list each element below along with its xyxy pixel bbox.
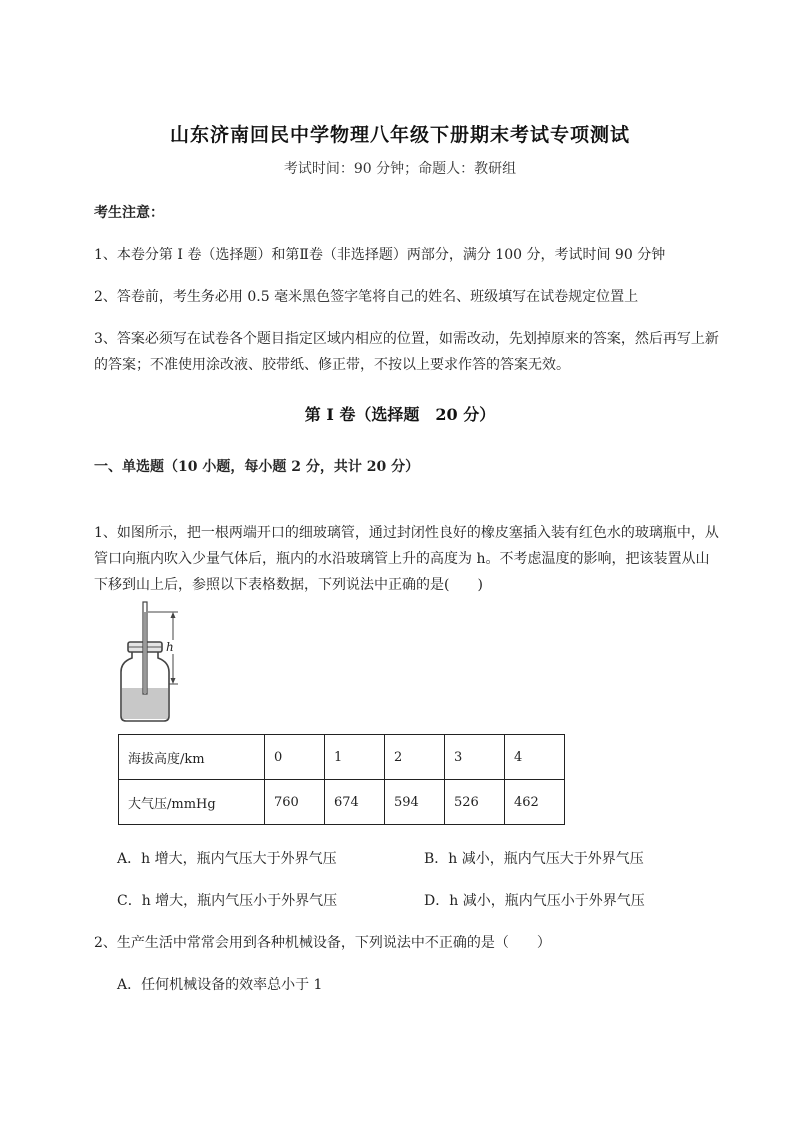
question-2-stem: 2、生产生活中常常会用到各种机械设备，下列说法中不正确的是（ ） bbox=[94, 935, 551, 951]
tube-water-column bbox=[144, 612, 146, 694]
notice-item-2: 2、答卷前，考生务必用 0.5 毫米黑色签字笔将自己的姓名、班级填写在试卷规定位置上 bbox=[94, 289, 639, 305]
question-1-stem-line-3: 下移到山上后，参照以下表格数据，下列说法中正确的是( ) bbox=[94, 577, 483, 593]
table-cell: 674 bbox=[325, 780, 385, 825]
table-cell: 0 bbox=[265, 735, 325, 780]
question-1-option-a[interactable]: A．h 增大，瓶内气压大于外界气压 bbox=[117, 851, 337, 867]
exam-title: 山东济南回民中学物理八年级下册期末考试专项测试 bbox=[169, 124, 630, 146]
exam-subtitle: 考试时间：90 分钟；命题人：教研组 bbox=[283, 161, 517, 177]
altitude-pressure-table bbox=[118, 734, 565, 825]
question-1-option-c[interactable]: C．h 增大，瓶内气压小于外界气压 bbox=[117, 893, 338, 909]
h-arrow-down bbox=[171, 678, 176, 684]
table-header-cell: 海拔高度/km bbox=[119, 735, 265, 780]
table-row bbox=[119, 735, 565, 780]
table-row bbox=[119, 780, 565, 825]
question-1-stem-line-2: 管口向瓶内吹入少量气体后，瓶内的水沿玻璃管上升的高度为 h。不考虑温度的影响，把该装置从山 bbox=[94, 551, 710, 567]
bottle-figure bbox=[112, 598, 192, 724]
table-cell: 1 bbox=[325, 735, 385, 780]
table-cell: 4 bbox=[505, 735, 565, 780]
section-title: 第 I 卷（选择题 20 分） bbox=[304, 405, 496, 424]
table-cell: 3 bbox=[445, 735, 505, 780]
question-type-heading: 一、单选题（10 小题，每小题 2 分，共计 20 分） bbox=[94, 459, 420, 475]
question-1-stem-line-1: 1、如图所示，把一根两端开口的细玻璃管，通过封闭性良好的橡皮塞插入装有红色水的玻璃瓶中，从 bbox=[94, 525, 719, 541]
question-1-option-b[interactable]: B．h 减小，瓶内气压大于外界气压 bbox=[424, 851, 644, 867]
table-cell: 526 bbox=[445, 780, 505, 825]
table-cell: 2 bbox=[385, 735, 445, 780]
question-2-option-a[interactable]: A．任何机械设备的效率总小于 1 bbox=[117, 977, 323, 993]
notice-heading: 考生注意： bbox=[94, 205, 164, 221]
notice-item-3-continued: 的答案；不准使用涂改液、胶带纸、修正带，不按以上要求作答的答案无效。 bbox=[94, 357, 570, 373]
table-cell: 594 bbox=[385, 780, 445, 825]
table-cell: 760 bbox=[265, 780, 325, 825]
table-cell: 462 bbox=[505, 780, 565, 825]
h-label: h bbox=[166, 640, 174, 654]
table-header-cell: 大气压/mmHg bbox=[119, 780, 265, 825]
notice-item-1: 1、本卷分第 I 卷（选择题）和第Ⅱ卷（非选择题）两部分，满分 100 分，考试时间 90 分钟 bbox=[94, 247, 666, 263]
h-arrow-up bbox=[171, 612, 176, 618]
notice-item-3: 3、答案必须写在试卷各个题目指定区域内相应的位置，如需改动，先划掉原来的答案，然后再写上新 bbox=[94, 331, 719, 347]
question-1-option-d[interactable]: D．h 减小，瓶内气压小于外界气压 bbox=[424, 893, 645, 909]
